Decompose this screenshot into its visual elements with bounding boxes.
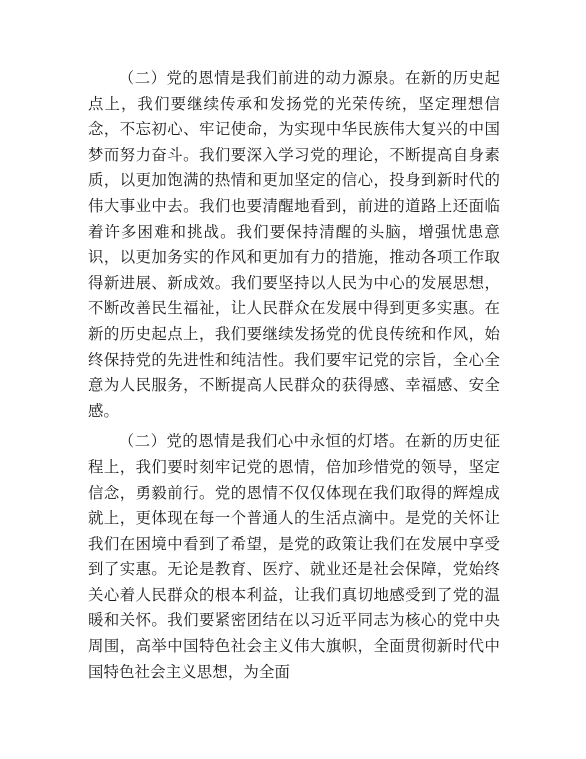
paragraph-1: （二）党的恩情是我们前进的动力源泉。在新的历史起点上，我们要继续传承和发扬党的光荣传统，坚定理想信念，不忘初心、牢记使命，为实现中华民族伟大复兴的中国梦而努力奋斗。我们要深入学习党的理论，不断提高自身素质，以更加饱满的热情和更加坚定的信心，投身到新时代的伟大事业中去。我们也要清醒地看到，前进的道路上还面临着许多困难和挑战。我们要保持清醒的头脑，增强忧患意识，以更加务实的作风和更加有力的措施，推动各项工作取得新进展、新成效。我们要坚持以人民为中心的发展思想，不断改善民生福祉，让人民群众在发展中得到更多实惠。在新的历史起点上，我们要继续发扬党的优良传统和作风，始终保持党的先进性和纯洁性。我们要牢记党的宗旨，全心全意为人民服务，不断提高人民群众的获得感、幸福感、安全感。 (88, 69, 500, 420)
paragraph-2: （二）党的恩情是我们心中永恒的灯塔。在新的历史征程上，我们要时刻牢记党的恩情，倍加珍惜党的领导，坚定信念，勇毅前行。党的恩情不仅仅体现在我们取得的辉煌成就上，更体现在每一个普通人的生活点滴中。是党的关怀让我们在困境中看到了希望，是党的政策让我们在发展中享受到了实惠。无论是教育、医疗、就业还是社会保障，党始终关心着人民群众的根本利益，让我们真切地感受到了党的温暖和关怀。我们要紧密团结在以习近平同志为核心的党中央周围，高举中国特色社会主义伟大旗帜，全面贯彻新时代中国特色社会主义思想，为全面 (88, 432, 500, 681)
document-body (88, 66, 500, 685)
